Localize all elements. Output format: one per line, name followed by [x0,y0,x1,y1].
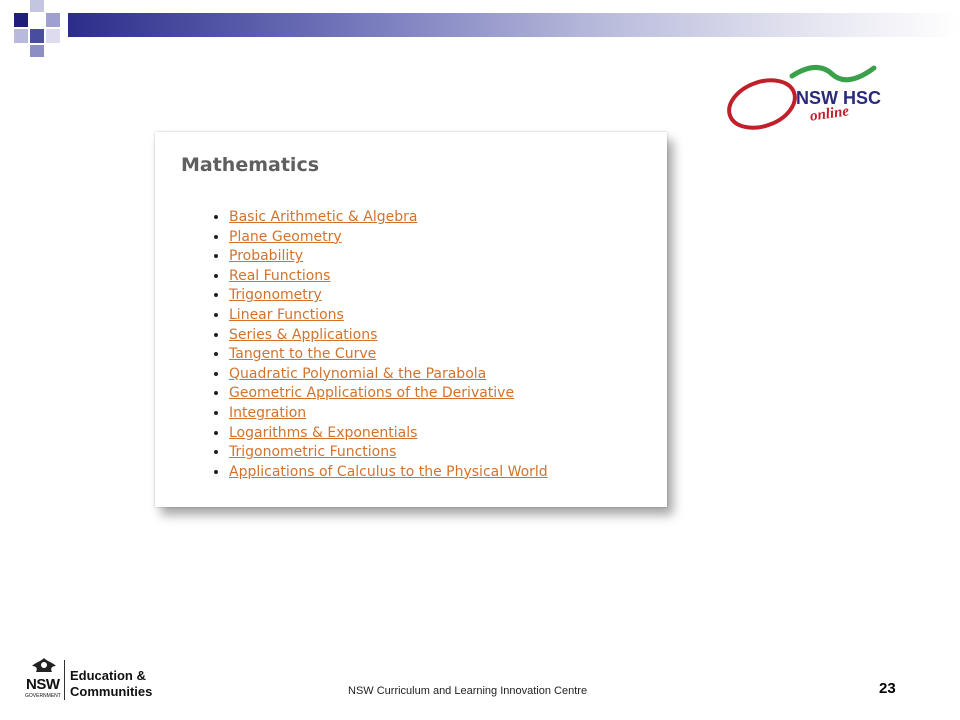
list-item [229,463,548,483]
topic-link[interactable]: Probability [229,248,304,265]
hsc-logo-title: NSW HSC [796,88,881,108]
topic-link[interactable]: Geometric Applications of the Derivative [229,385,515,402]
topic-link[interactable]: Trigonometric Functions [229,444,397,461]
mathematics-topics-screenshot [155,132,667,507]
topic-link[interactable]: Integration [229,404,307,421]
nsw-logo-text: NSW [26,676,60,693]
list-item [229,424,548,444]
topic-link[interactable]: Series & Applications [229,326,378,343]
list-item [229,443,548,463]
list-item [229,326,548,346]
logo-divider [64,660,65,700]
list-item [229,306,548,326]
list-item [229,267,548,287]
dept-line-1: Education & [70,668,146,683]
list-item [229,384,548,404]
nsw-hsc-online-logo [722,62,882,136]
topic-link[interactable]: Real Functions [229,267,331,284]
dept-line-2: Communities [70,684,153,699]
topic-link[interactable]: Logarithms & Exponentials [229,424,418,441]
list-item [229,286,548,306]
topic-link[interactable]: Plane Geometry [229,228,342,245]
topic-link[interactable]: Quadratic Polynomial & the Parabola [229,365,487,382]
topic-link[interactable]: Trigonometry [229,287,322,304]
footer-centre-text: NSW Curriculum and Learning Innovation Centre [348,685,588,697]
list-item [229,228,548,248]
topic-link[interactable]: Tangent to the Curve [229,346,377,363]
nsw-logo-sub: GOVERNMENT [25,693,61,699]
page-number: 23 [879,680,896,697]
list-item [229,404,548,424]
topic-list [211,208,548,482]
hsc-logo-subtitle: online [809,103,851,125]
list-item [229,345,548,365]
topic-link[interactable]: Linear Functions [229,306,344,323]
topic-link[interactable]: Applications of Calculus to the Physical World [229,463,548,480]
topic-link[interactable]: Basic Arithmetic & Algebra [229,209,418,225]
nsw-education-communities-logo [24,656,154,702]
list-item [229,247,548,267]
card-title: Mathematics [181,154,320,176]
header-gradient-bar [68,13,960,37]
list-item [229,208,548,228]
list-item [229,365,548,385]
